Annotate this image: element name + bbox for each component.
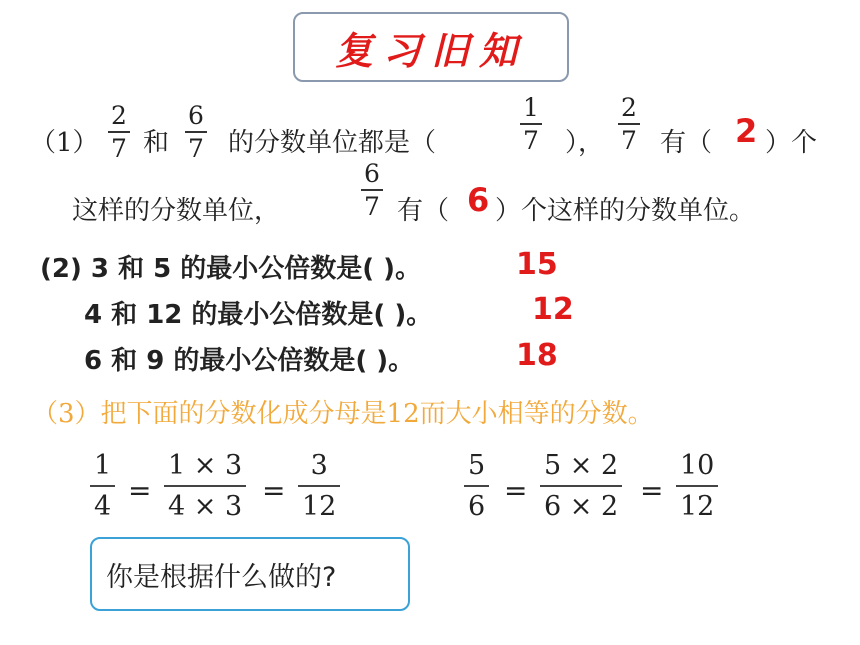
numerator: 1 × 3 (168, 450, 243, 481)
numerator: 1 (523, 93, 539, 122)
q1-text2: ）， (565, 128, 605, 158)
q1-fraction-b (185, 103, 207, 161)
question-callout (90, 537, 410, 611)
q2-answer-2: 12 (532, 292, 574, 327)
denominator: 4 (94, 491, 112, 522)
numerator: 6 (364, 159, 380, 188)
denominator: 7 (364, 192, 380, 221)
q2-line-1: (2) 3 和 5 的最小公倍数是( )。 (40, 254, 422, 284)
q1-answer-count-a: 2 (735, 112, 758, 150)
q1-line2-text: 这样的分数单位， (72, 196, 281, 226)
denominator: 7 (188, 134, 204, 163)
q1-text3: 有（ (660, 128, 713, 158)
q1-fraction-a (108, 103, 130, 161)
numerator: 3 (310, 450, 328, 481)
q2-line-3: 6 和 9 的最小公倍数是( )。 (84, 346, 415, 376)
denominator: 12 (680, 491, 715, 522)
denominator: 6 × 2 (544, 491, 619, 522)
denominator: 7 (523, 126, 539, 155)
title-box (293, 12, 569, 82)
q1-text1: 的分数单位都是（ (228, 128, 437, 158)
q1-text6: ）个这样的分数单位。 (495, 196, 756, 226)
eq2-fraction-1 (464, 452, 489, 520)
q1-text4: ）个 (765, 128, 818, 158)
q2-answer-1: 15 (516, 247, 558, 282)
numerator: 2 (621, 93, 637, 122)
denominator: 6 (468, 491, 486, 522)
numerator: 1 (94, 450, 112, 481)
eq2-fraction-2 (540, 452, 622, 520)
eq1-fraction-3 (298, 452, 340, 520)
q1-text5: 有（ (397, 196, 450, 226)
q3-instruction: （3）把下面的分数化成分母是12而大小相等的分数。 (32, 399, 654, 429)
question-text: 你是根据什么做的? (106, 561, 337, 593)
q1-answer-unit (520, 95, 542, 153)
q1-and: 和 (143, 128, 170, 158)
eq1-fraction-1 (90, 452, 115, 520)
numerator: 5 × 2 (544, 450, 619, 481)
q1-fraction-c (618, 95, 640, 153)
q2-line-2: 4 和 12 的最小公倍数是( )。 (84, 300, 433, 330)
denominator: 4 × 3 (168, 491, 243, 522)
eq2-equals-2: = (640, 474, 664, 507)
page-title: 复习旧知 (334, 27, 527, 73)
numerator: 6 (188, 101, 204, 130)
numerator: 5 (468, 450, 486, 481)
numerator: 10 (680, 450, 715, 481)
q1-answer-count-b: 6 (467, 181, 490, 219)
q1-fraction-d (361, 161, 383, 219)
eq2-fraction-3 (676, 452, 718, 520)
eq1-equals-1: = (128, 474, 152, 507)
eq1-fraction-2 (164, 452, 246, 520)
denominator: 7 (621, 126, 637, 155)
denominator: 12 (302, 491, 337, 522)
eq2-equals-1: = (504, 474, 528, 507)
q1-prefix: （1） (30, 128, 99, 158)
q2-answer-3: 18 (516, 338, 558, 373)
eq1-equals-2: = (262, 474, 286, 507)
denominator: 7 (111, 134, 127, 163)
numerator: 2 (111, 101, 127, 130)
